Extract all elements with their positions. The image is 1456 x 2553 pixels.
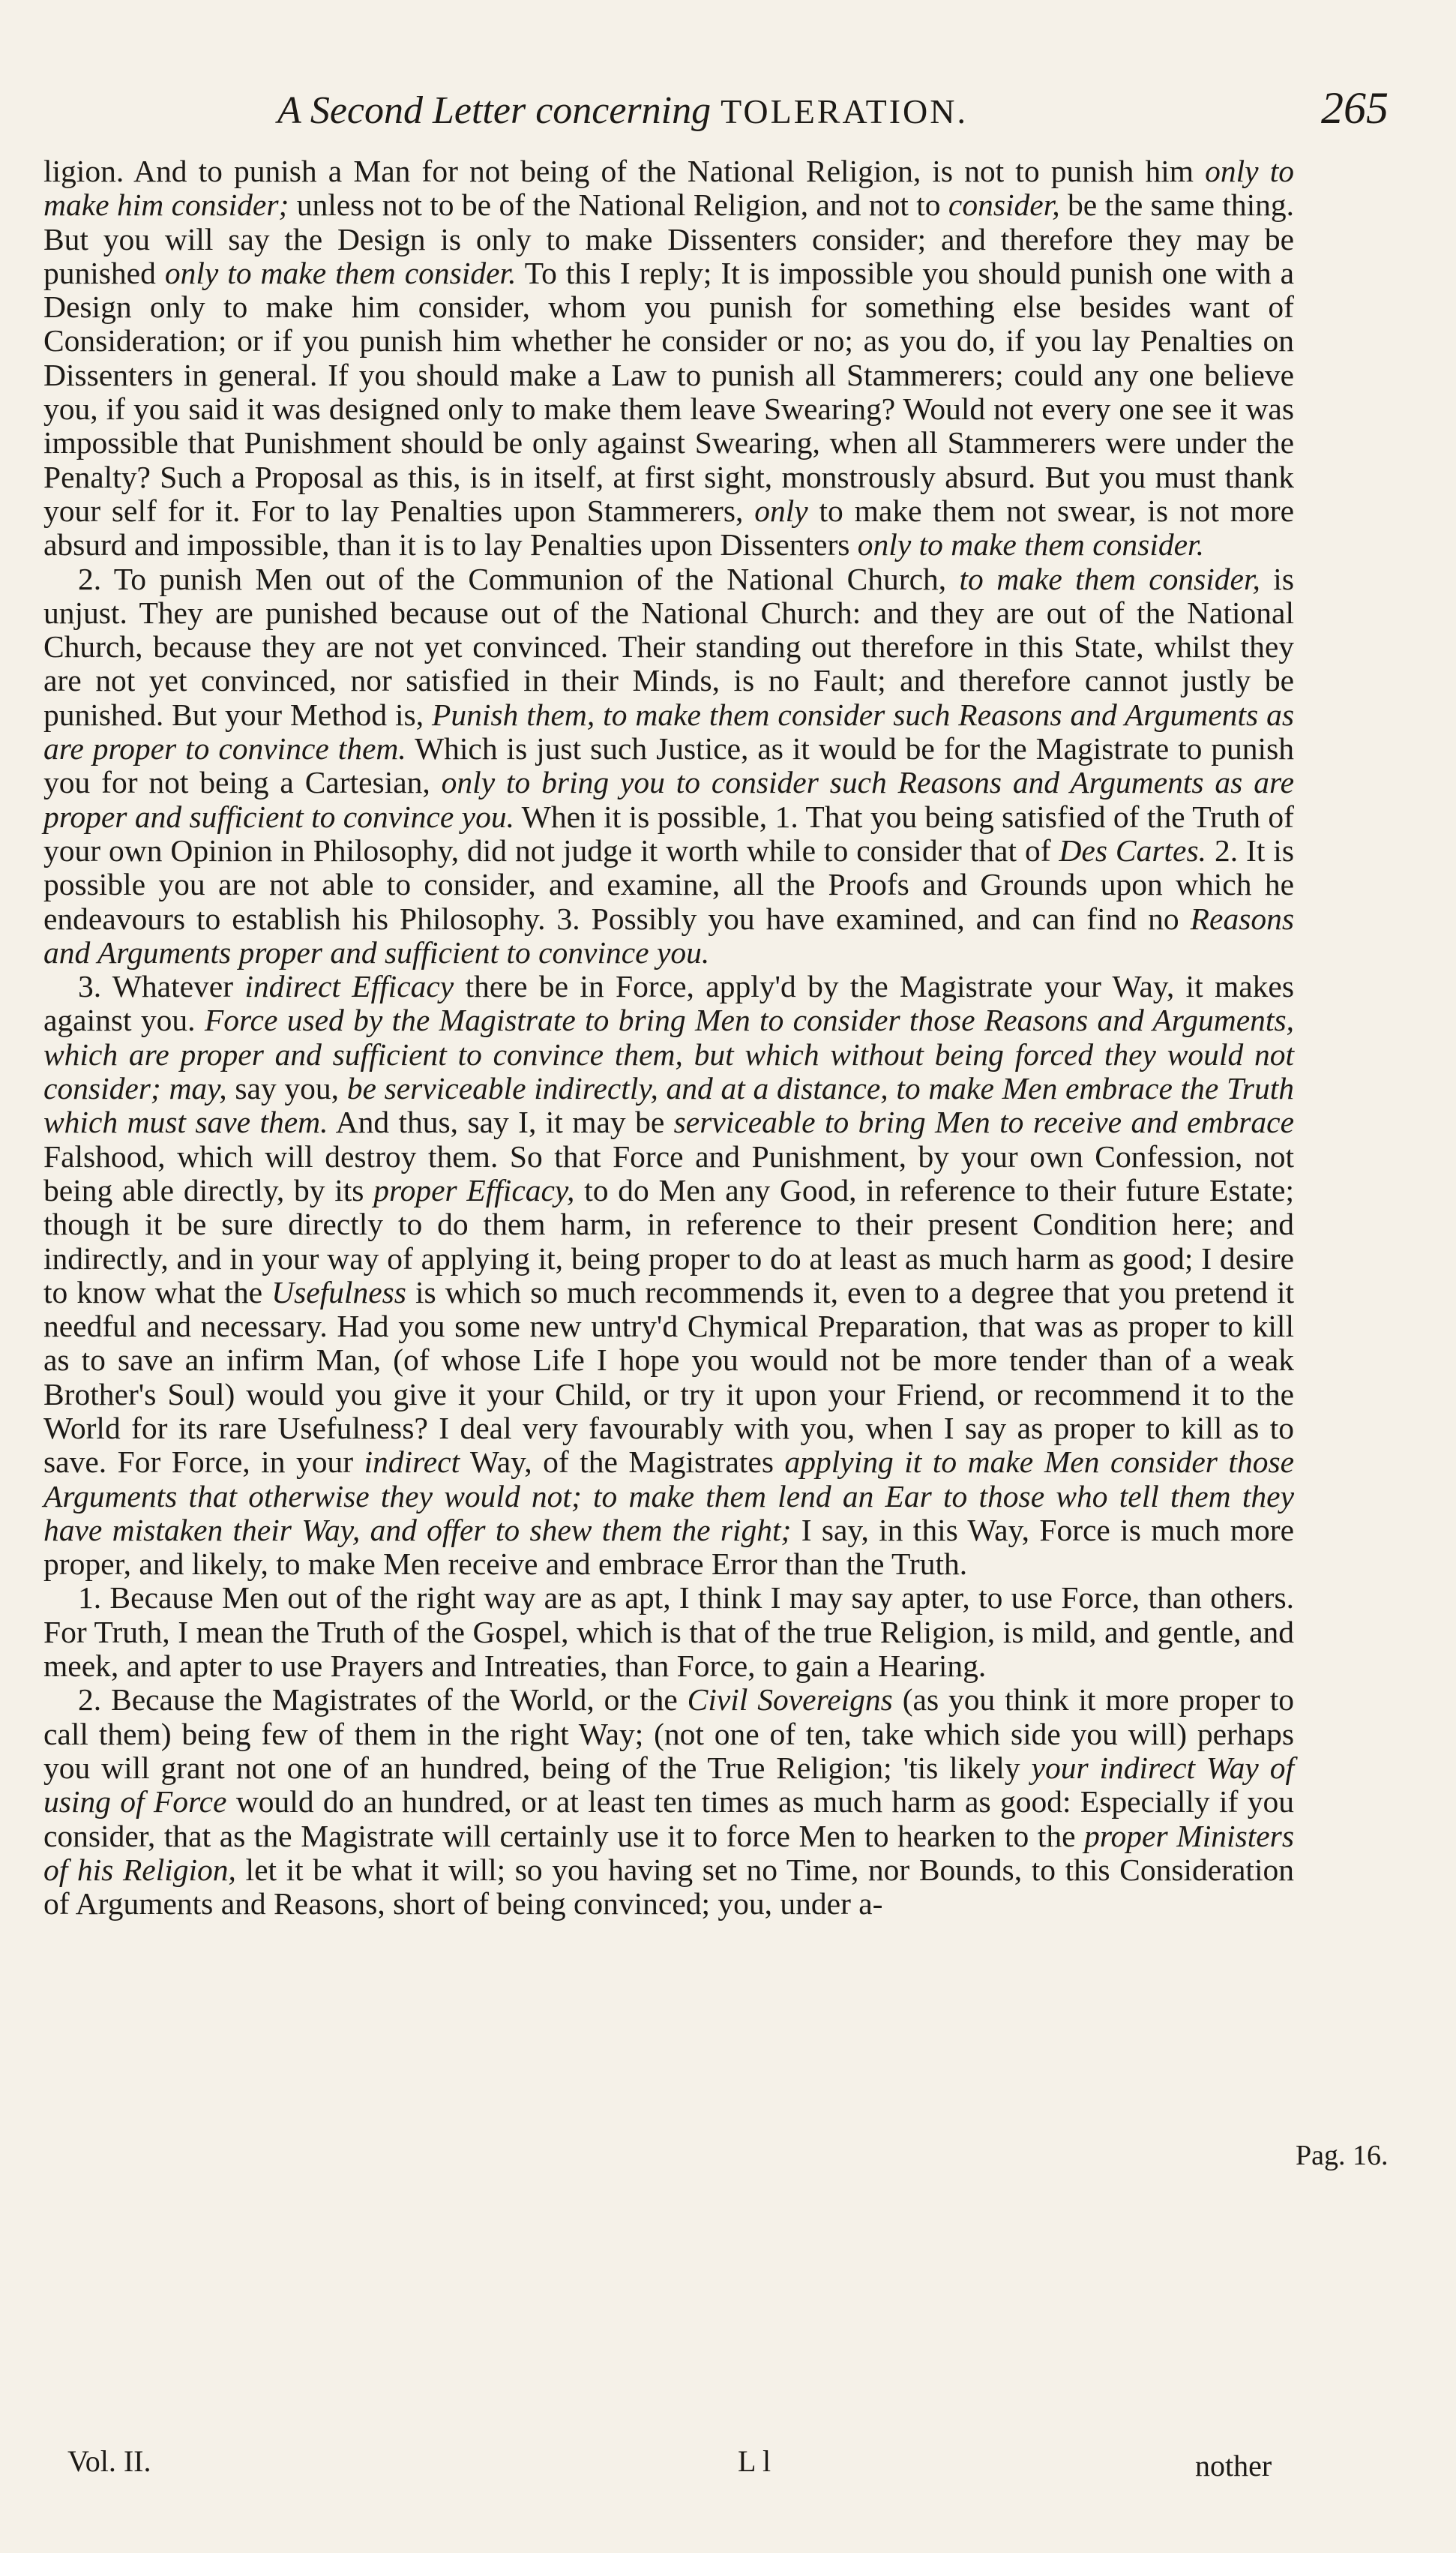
italic-run: Reasons and Arguments proper and sufficient to convince you. [43, 901, 1294, 970]
text-run: 2. It is possible you are not able to consider, and examine, all the Proofs and Grounds upon which he endeavours to establish his Philosophy. 3. Possibly you have examined, and can find no [43, 832, 1294, 936]
text-run: To this I reply; It is impossible you should punish one with a Design only to make him consider, whom you punish for something else besides want of Consideration; or if you punish him whether he consider or no; as you do, if you lay Penalties on Dissenters in general. If you should make a Law to punish all Stammerers; could any one believe you, if you said it was designed only to make them leave Swearing? Would not every one see it was impossible that Punishment should be only against Swearing, when all Stammerers were under the Penalty? Such a Proposal as this, is in itself, at first sight, monstrously absurd. But you must thank your self for it. For to lay Penalties upon Stammerers, [43, 255, 1294, 528]
text-run: there be in Force, apply'd by the Magistrate your Way, it makes against you. [43, 969, 1294, 1038]
italic-run: Des Cartes. [1059, 832, 1206, 868]
text-run: I say, in this Way, Force is much more proper, and likely, to make Men receive and embrace Error than the Truth. [43, 1512, 1294, 1582]
paragraph [43, 154, 1294, 562]
text-run: 2. Because the Magistrates of the World, or the [78, 1682, 688, 1718]
text-run: 2. To punish Men out of the Communion of the National Church, [78, 561, 960, 596]
italic-run: Punish them, to make them consider such Reasons and Arguments as are proper to convince them. [43, 697, 1294, 766]
text-run: 1. Because Men out of the right way are as apt, I think I may say apter, to use Force, than others. For Truth, I mean the Truth of the Gospel, which is that of the true Religion, is mild, and gentle, and meek, and apter to use Prayers and Intreaties, than Force, to gain a Hearing. [43, 1580, 1294, 1684]
italic-run: indirect [364, 1444, 460, 1480]
body-text [43, 154, 1294, 1921]
margin-note: Pag. 16. [1296, 2140, 1389, 2171]
footer-volume: Vol. II. [67, 2444, 151, 2478]
paragraph [43, 1683, 1294, 1921]
italic-run: proper Ministers of his Religion, [43, 1818, 1294, 1887]
paragraph [43, 562, 1294, 970]
italic-run: be serviceable indirectly, and at a distance, to make Men embrace the Truth which must save them. [43, 1071, 1294, 1140]
italic-run: indirect Efficacy [244, 969, 454, 1004]
paragraph [43, 1581, 1294, 1683]
italic-run: only [754, 493, 808, 528]
italic-run: proper Efficacy, [373, 1172, 575, 1208]
text-run: unless not to be of the National Religion, and not to [289, 188, 948, 223]
text-run: would do an hundred, or at least ten times as much harm as good: Especially if you consider, that as the Magistrate will certainly use it to force Men to hearken to the [43, 1784, 1294, 1853]
text-run: Falshood, which will destroy them. So that Force and Punishment, by your own Confession, not being able directly, by its [43, 1138, 1294, 1208]
text-run: And thus, say I, it may be [328, 1105, 674, 1140]
text-run: Way, of the Magistrates [460, 1444, 785, 1480]
italic-run: only to make them consider. [857, 527, 1204, 562]
italic-run: only to make him consider; [43, 154, 1294, 223]
text-run: is unjust. They are punished because out of the National Church: and they are out of the National Church, because they are not yet convinced. Their standing out therefore in this State, whilst they are not yet convinced, nor satisfied in their Minds, is no Fault; and therefore cannot justly be punished. But your Method is, [43, 561, 1294, 732]
italic-run: Usefulness [271, 1274, 406, 1310]
footer-signature: L l [738, 2444, 771, 2478]
italic-run: your indirect Way of using of Force [43, 1750, 1294, 1820]
running-head [277, 88, 1402, 133]
italic-run: consider, [948, 188, 1060, 223]
italic-run: serviceable to bring Men to receive and embrace [673, 1105, 1294, 1140]
italic-run: applying it to make Men consider those Arguments that otherwise they would not; to make them lend an Ear to those who tell them they have mistaken their Way, and offer to shew them the right; [43, 1444, 1295, 1547]
text-run: When it is possible, 1. That you being satisfied of the Truth of your own Opinion in Philosophy, did not judge it worth while to consider that of [43, 799, 1294, 868]
text-run: (as you think it more proper to call them) being few of them in the right Way; (not one of ten, take which side you will) perhaps you will grant not one of an hundred, being of the True Religion; 'tis likely [43, 1682, 1294, 1785]
text-run: Which is just such Justice, as it would be for the Magistrate to punish you for not being a Cartesian, [43, 731, 1294, 800]
text-run: to do Men any Good, in reference to their future Estate; though it be sure directly to do them harm, in reference to their present Condition here; and indirectly, and in your way of applying it, being proper to do at least as much harm as good; I desire to know what the [43, 1172, 1294, 1310]
text-run: let it be what it will; so you having set no Time, nor Bounds, to this Consideration of Arguments and Reasons, short of being convinced; you, under a- [43, 1852, 1294, 1922]
italic-run: only to make them consider. [164, 255, 517, 290]
text-run: is which so much recommends it, even to a degree that you pretend it needful and necessary. Had you some new untry'd Chymical Preparation, that was as proper to kill as to save an infirm Man, (of whose Life I hope you would not be more tender than of a weak Brother's Soul) would you give it your Child, or try it upon your Friend, or recommend it to the World for its rare Usefulness? I deal very favourably with you, when I say as proper to kill as to save. For Force, in your [43, 1274, 1294, 1480]
text-run: 3. Whatever [78, 969, 245, 1004]
text-run: say you, [226, 1071, 347, 1106]
italic-run: to make them consider, [959, 561, 1260, 596]
italic-run: Civil Sovereigns [687, 1682, 893, 1718]
text-run: to make them not swear, is not more absurd and impossible, than it is to lay Penalties upon Dissenters [43, 493, 1294, 562]
footer-catchword: nother [1195, 2449, 1272, 2482]
text-run: be the same thing. But you will say the Design is only to make Dissenters consider; and therefore they may be punished [43, 188, 1294, 290]
text-run: ligion. And to punish a Man for not being of the National Religion, is not to punish him [43, 154, 1206, 188]
running-head-title: A Second Letter concerning [277, 89, 712, 132]
italic-run: only to bring you to consider such Reasons and Arguments as are proper and sufficient to convince you. [43, 765, 1294, 834]
paragraph [43, 970, 1294, 1581]
italic-run: Force used by the Magistrate to bring Men to consider those Reasons and Arguments, which are proper and sufficient to convince them, but which without being forced they would not consider; may, [43, 1003, 1294, 1106]
running-head-subject: TOLERATION. [721, 92, 968, 130]
page-number: 265 [1321, 83, 1389, 133]
